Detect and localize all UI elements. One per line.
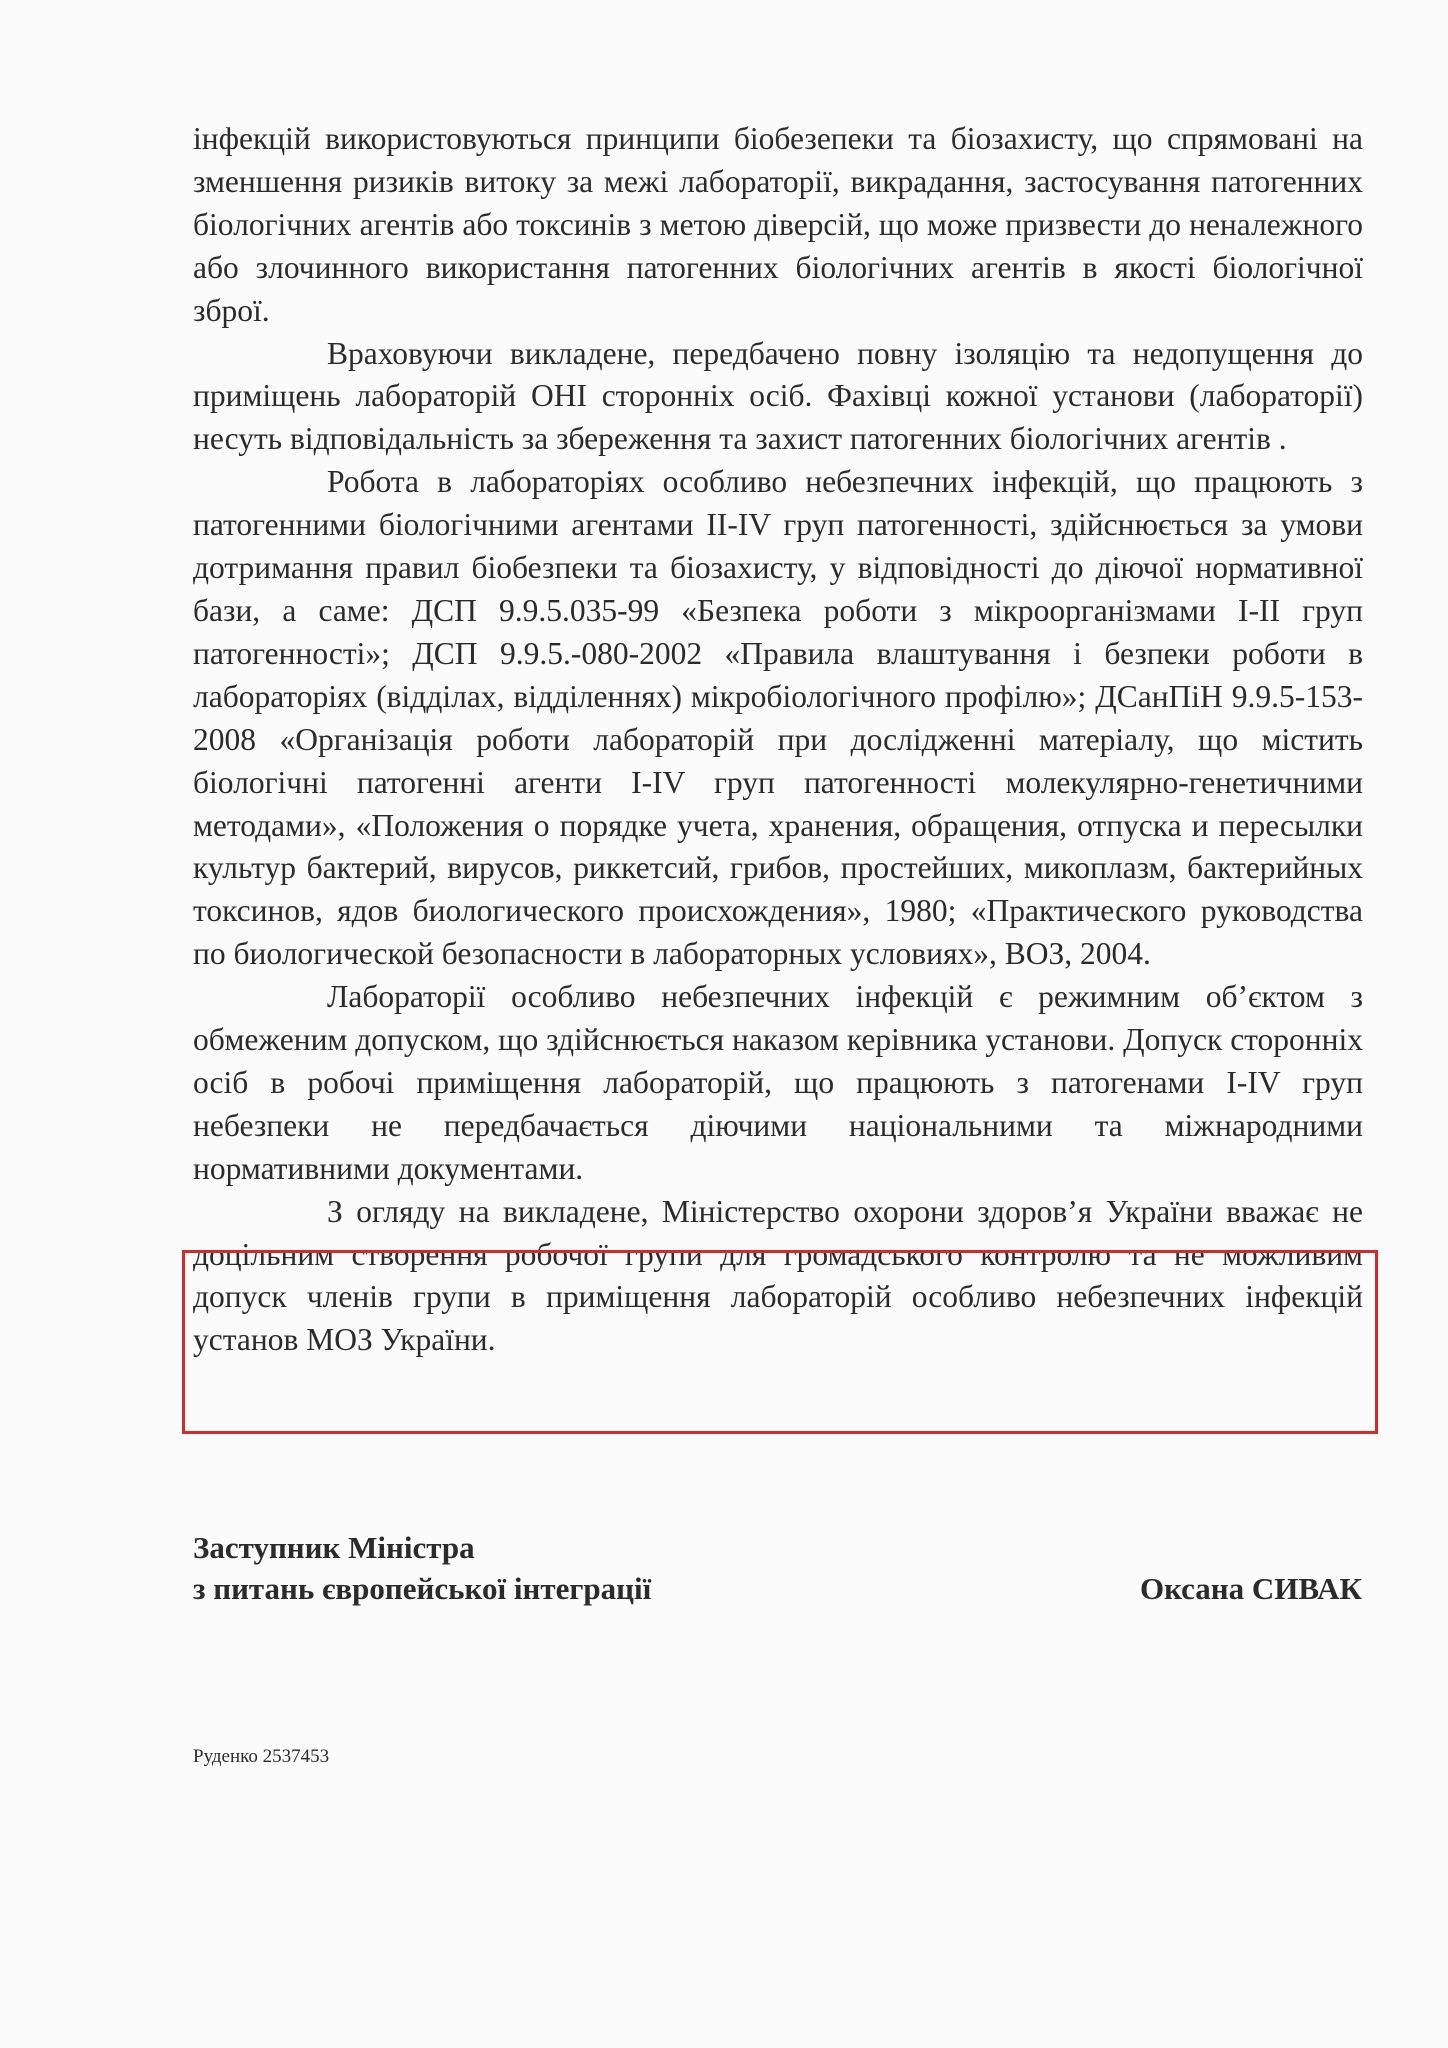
paragraph-regulatory-base: Робота в лабораторіях особливо небезпечних інфекцій, що працюють з патогенними біологічними агентами ІІ-IV груп патогенності, здійснюється за умови дотримання правил біобезпеки та біозахисту, у відповідності до діючої нормативної бази, а саме: ДСП 9.9.5.035-99 «Безпека роботи з мікроорганізмами І-ІІ груп патогенності»; ДСП 9.9.5.-080-2002 «Правила влаштування і безпеки роботи в лабораторіях (відділах, відділеннях) мікробіологічного профілю»; ДСанПіН 9.9.5-153-2008 «Організація роботи лабораторій при дослідженні матеріалу, що містить біологічні патогенні агенти І-IV груп патогенності молекулярно-генетичними методами», «Положения о порядке учета, хранения, обращения, отпуска и пересылки культур бактерий, вирусов, риккетсий, грибов, простейших, микоплазм, бактерийных токсинов, ядов биологического происхождения», 1980; «Практического руководства по биологической безопасности в лабораторных условиях», ВОЗ, 2004. xyxy=(193,464,1363,972)
letter-body xyxy=(193,118,1363,1362)
signatory-name: Оксана СИВАК xyxy=(1139,1571,1362,1606)
conclusion-highlight-box xyxy=(182,1250,1378,1434)
paragraph-restricted-access: Лабораторії особливо небезпечних інфекцій є режимним об’єктом з обмеженим допуском, що здійснюється наказом керівника установи. Допуск сторонніх осіб в робочі приміщення лабораторій, що працюють з патогенами І-IV груп небезпеки не передбачається діючими національними та міжнародними нормативними документами. xyxy=(193,979,1363,1186)
signatory-position-line-2: з питань європейської інтеграції xyxy=(193,1571,652,1606)
paragraph-isolation: Враховуючи викладене, передбачено повну ізоляцію та недопущення до приміщень лабораторій ОНІ сторонніх осіб. Фахівці кожної установи (лабораторії) несуть відповідальність за збереження та захист патогенних біологічних агентів . xyxy=(193,335,1363,457)
paragraph-conclusion: З огляду на викладене, Міністерство охорони здоров’я України вважає не доцільним створення робочої групи для громадського контролю та не можливим допуск членів групи в приміщення лабораторій особливо небезпечних інфекцій установ МОЗ України. xyxy=(193,1193,1363,1358)
paragraph-biosafety-principles: інфекцій використовуються принципи біобезепеки та біозахисту, що спрямовані на зменшення ризиків витоку за межі лабораторії, викрадання, застосування патогенних біологічних агентів або токсинів з метою діверсій, що може призвести до неналежного або злочинного використання патогенних біологічних агентів в якості біологічної зброї. xyxy=(193,121,1363,328)
signatory-position xyxy=(193,1527,651,1609)
signatory-position-line-1: Заступник Міністра xyxy=(193,1530,475,1565)
executor-contact: Руденко 2537453 xyxy=(193,1746,330,1767)
